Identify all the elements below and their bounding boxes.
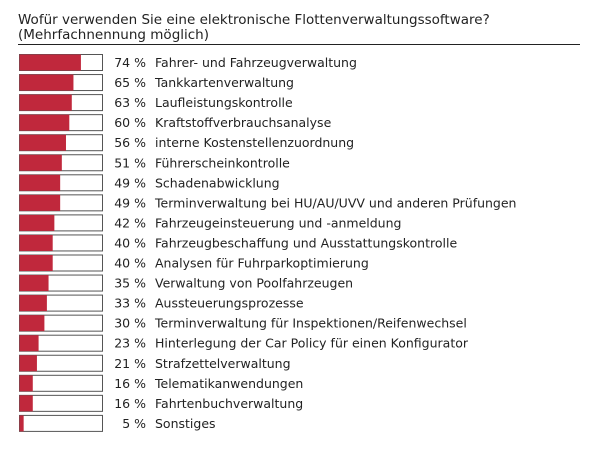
bar	[20, 395, 33, 411]
value-label: 16 %	[114, 395, 146, 411]
bar-row	[20, 155, 291, 171]
category-label: Verwaltung von Poolfahrzeugen	[155, 275, 354, 291]
value-label: 40 %	[114, 255, 146, 271]
category-label: Laufleistungskontrolle	[155, 95, 293, 111]
value-label: 40 %	[114, 235, 146, 251]
value-label: 21 %	[114, 355, 146, 371]
bar-row	[20, 255, 369, 271]
value-label: 63 %	[114, 95, 146, 111]
bar-row	[20, 175, 280, 191]
bar-row	[20, 95, 294, 111]
bar-row	[20, 275, 354, 291]
bar-row	[20, 335, 469, 351]
category-label: Hinterlegung der Car Policy für einen Konfigurator	[155, 335, 469, 351]
category-label: Telematikanwendungen	[155, 375, 304, 391]
bar-row	[20, 115, 332, 131]
bar	[20, 255, 53, 271]
bar-row	[20, 195, 517, 211]
bar-row	[20, 395, 304, 411]
category-label: Tankkartenverwaltung	[155, 75, 294, 91]
bar-row	[20, 215, 402, 231]
value-label: 49 %	[114, 175, 146, 191]
bar-row	[20, 235, 458, 251]
bar	[20, 415, 24, 431]
bar	[20, 75, 74, 91]
bar-row	[20, 75, 294, 91]
bar-row	[20, 355, 291, 371]
bar	[20, 375, 33, 391]
bar	[20, 135, 66, 151]
value-label: 35 %	[114, 275, 146, 291]
bar-row	[20, 375, 304, 391]
value-label: 65 %	[114, 75, 146, 91]
bar-row	[20, 55, 357, 71]
value-label: 49 %	[114, 195, 146, 211]
value-label: 5 %	[122, 415, 146, 431]
value-label: 42 %	[114, 215, 146, 231]
category-label: Fahrer- und Fahrzeugverwaltung	[155, 55, 357, 70]
bar	[20, 235, 53, 251]
category-label: Fahrzeugbeschaffung und Ausstattungskontrolle	[155, 235, 458, 251]
bar	[20, 175, 61, 191]
bar	[20, 335, 39, 351]
bar	[20, 315, 45, 331]
bar	[20, 95, 72, 111]
value-label: 16 %	[114, 375, 146, 391]
value-label: 33 %	[114, 295, 146, 311]
bar	[20, 275, 49, 291]
category-label: Terminverwaltung für Inspektionen/Reifenwechsel	[155, 315, 467, 331]
bar	[20, 195, 61, 211]
value-label: 60 %	[114, 115, 146, 131]
value-label: 51 %	[114, 155, 146, 171]
bar	[20, 115, 70, 131]
category-label: Aussteuerungsprozesse	[155, 295, 304, 311]
value-label: 23 %	[114, 335, 146, 351]
bar-row	[20, 315, 467, 331]
category-label: Fahrzeugeinsteuerung und -anmeldung	[155, 215, 402, 231]
bar	[20, 55, 81, 71]
value-label: 30 %	[114, 315, 146, 331]
category-label: Führerscheinkontrolle	[155, 155, 290, 171]
bar-row	[20, 415, 216, 431]
category-label: Sonstiges	[155, 415, 216, 431]
bar-row	[20, 295, 304, 311]
category-label: Fahrtenbuchverwaltung	[155, 395, 304, 411]
bar-track	[20, 415, 103, 431]
bar	[20, 295, 47, 311]
bar	[20, 155, 62, 171]
chart-title: Wofür verwenden Sie eine elektronische Flottenverwaltungssoftware? (Mehrfachnennung möglich)	[18, 12, 490, 43]
bar	[20, 215, 55, 231]
bar	[20, 355, 37, 371]
bar-row	[20, 135, 355, 151]
value-label: 74 %	[114, 55, 146, 70]
value-label: 56 %	[114, 135, 146, 151]
category-label: Strafzettelverwaltung	[155, 355, 291, 371]
category-label: Kraftstoffverbrauchsanalyse	[155, 115, 332, 131]
category-label: interne Kostenstellenzuordnung	[155, 135, 355, 151]
category-label: Schadenabwicklung	[155, 175, 280, 191]
category-label: Analysen für Fuhrparkoptimierung	[155, 255, 369, 271]
category-label: Terminverwaltung bei HU/AU/UVV und anderen Prüfungen	[155, 195, 517, 211]
